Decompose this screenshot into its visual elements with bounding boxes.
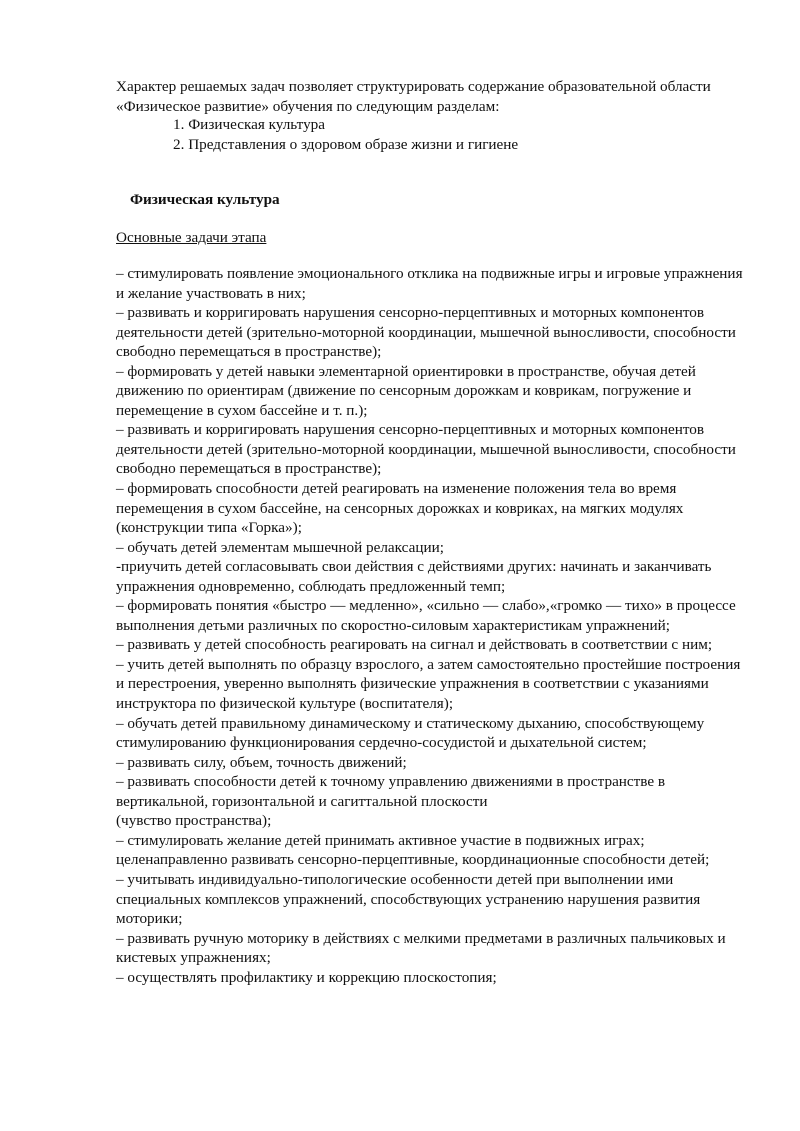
task-item: – развивать и корригировать нарушения сенсорно-перцептивных и моторных компонентов деятельности детей (зрительно-моторной координации, мышечной выносливости, способности свободно перемещаться в пространстве);	[116, 304, 736, 361]
task-item: – развивать ручную моторику в действиях с мелкими предметами в различных пальчиковых и кистевых упражнениях;	[116, 929, 726, 967]
task-item: – обучать детей правильному динамическому и статическому дыханию, способствующему стимулированию функционирования сердечно-сосудистой и дыхательной систем;	[116, 714, 705, 752]
task-item: – обучать детей элементам мышечной релаксации;	[116, 538, 444, 556]
task-item: – формировать способности детей реагировать на изменение положения тела во время перемещения в сухом бассейне, на сенсорных дорожках и ковриках, на мягких модулях (конструкции типа «Горка»);	[116, 480, 684, 537]
task-item: – учитывать индивидуально-типологические особенности детей при выполнении ими специальных комплексов упражнений, способствующих устранению нарушения развития моторики;	[116, 870, 701, 928]
task-item: – развивать силу, объем, точность движений;	[116, 753, 407, 771]
task-item: – осуществлять профилактику и коррекцию плоскостопия;	[116, 968, 497, 986]
section-list-item-1: 1. Физическая культура	[173, 116, 325, 133]
section-title: Физическая культура	[130, 191, 280, 208]
task-item: – развивать способности детей к точному управлению движениями в пространстве в вертикальной, горизонтальной и сагиттальной плоскости	[116, 773, 666, 810]
task-item: – развивать и корригировать нарушения сенсорно-перцептивных и моторных компонентов деятельности детей (зрительно-моторной координации, мышечной выносливости, способности свободно перемещаться в пространстве);	[116, 421, 736, 478]
section-list-item-2: 2. Представления о здоровом образе жизни и гигиене	[173, 136, 519, 153]
task-item: – стимулировать желание детей принимать активное участие в подвижных играх; целенаправленно развивать сенсорно-перцептивные, координационные способности детей;	[116, 831, 710, 869]
task-item: – учить детей выполнять по образцу взрослого, а затем самостоятельно простейшие построения и перестроения, уверенно выполнять физические упражнения в соответствии с указаниями инструктора по физической культуре (воспитателя);	[116, 655, 741, 713]
task-item: – формировать у детей навыки элементарной ориентировки в пространстве, обучая детей движению по ориентирам (движение по сенсорным дорожкам и коврикам, погружение и перемещение в сухом бассейне и т. п.);	[116, 362, 696, 419]
task-list	[116, 264, 746, 987]
task-item: – формировать понятия «быстро — медленно», «сильно — слабо»,«громко — тихо» в процессе выполнения детьми различных по скоростно-силовым характеристикам упражнений;	[116, 597, 736, 634]
intro-paragraph: Характер решаемых задач позволяет структурировать содержание образовательной области «Физическое развитие» обучения по следующим разделам:	[116, 78, 711, 115]
task-item: (чувство пространства);	[116, 812, 272, 830]
section-subheading: Основные задачи этапа	[116, 229, 267, 246]
task-item: – стимулировать появление эмоционального отклика на подвижные игры и игровые упражнения и желание участвовать в них;	[116, 265, 743, 302]
task-item: – развивать у детей способность реагировать на сигнал и действовать в соответствии с ним;	[116, 636, 713, 654]
task-item: -приучить детей согласовывать свои действия с действиями других: начинать и заканчивать упражнения одновременно, соблюдать предложенный темп;	[116, 558, 712, 595]
